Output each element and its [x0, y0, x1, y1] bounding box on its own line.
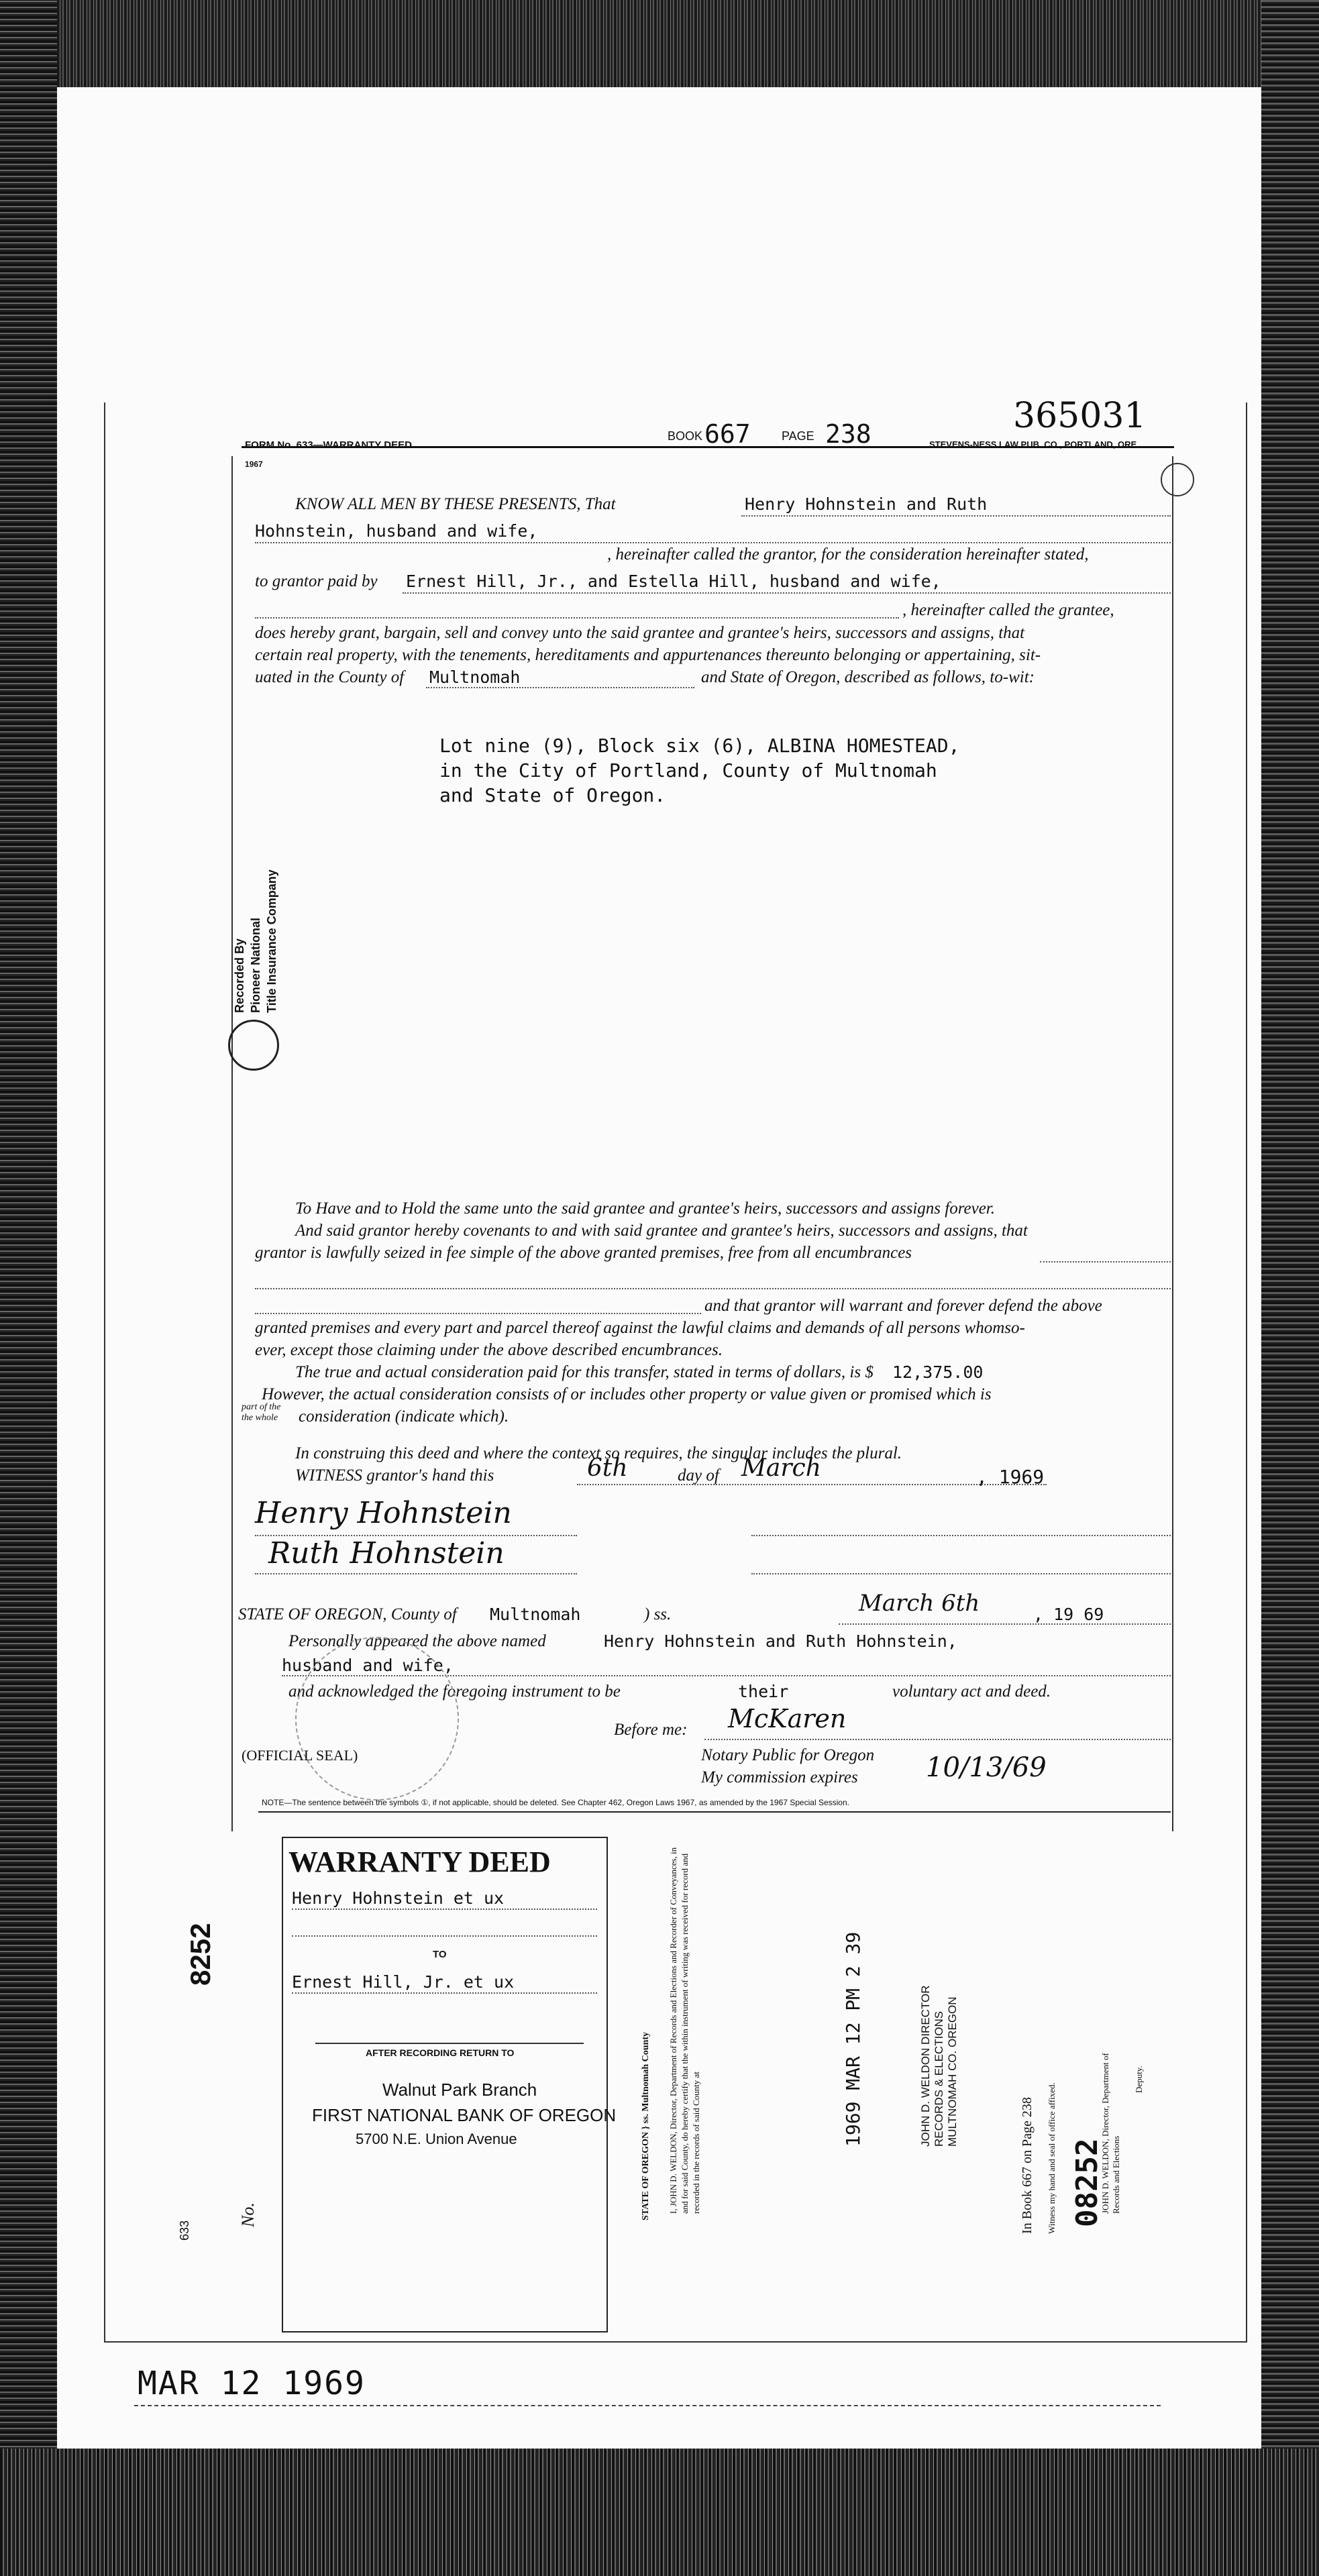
ack-names: Henry Hohnstein and Ruth Hohnstein,: [604, 1631, 957, 1651]
filing-date-stamp: MAR 12 1969: [138, 2365, 366, 2402]
bottom-rule: [134, 2405, 1161, 2406]
know-all-men: KNOW ALL MEN BY THESE PRESENTS, That: [295, 495, 616, 513]
stamp-line-1: Recorded By: [233, 938, 246, 1013]
ack-rule: [258, 1811, 1171, 1813]
form-number: FORM No. 633—WARRANTY DEED.: [245, 439, 415, 451]
witness-day: 6th: [587, 1454, 628, 1482]
ack-year: , 19 69: [1033, 1605, 1104, 1624]
county-prefix: uated in the County of: [255, 668, 405, 686]
signature-line: [751, 1535, 1171, 1536]
fill-line: [292, 1935, 597, 1937]
fill-line: [577, 1484, 1047, 1485]
ack-voluntary: voluntary act and deed.: [892, 1682, 1051, 1701]
recorder-stamp: JOHN D. WELDON DIRECTOR RECORDS & ELECTIONS MULTNOMAH CO. OREGON: [919, 1985, 959, 2147]
commission-date: 10/13/69: [926, 1752, 1047, 1783]
grantor-signature-1: Henry Hohnstein: [255, 1496, 512, 1530]
consideration-however: However, the actual consideration consists of or includes other property or value given or promised which is: [262, 1385, 992, 1403]
deletion-note: NOTE—The sentence between the symbols ①, if not applicable, should be deleted. See Chapter 462, Oregon Laws 1967, as amended by the 1967 Special Session.: [262, 1798, 849, 1807]
fill-line: [255, 1288, 1171, 1289]
grant-clause-2: certain real property, with the tenements, hereditaments and appurtenances thereunto belonging or appertaining, sit-: [255, 646, 1041, 664]
habendum: To Have and to Hold the same unto the said grantee and grantee's heirs, successors and assigns forever.: [295, 1199, 996, 1218]
notary-signature: McKaren: [728, 1704, 847, 1733]
witness-prefix: WITNESS grantor's hand this: [295, 1466, 494, 1485]
grantee-names: Ernest Hill, Jr., and Estella Hill, husband and wife,: [406, 572, 941, 591]
title-company-logo-icon: [228, 1020, 279, 1071]
book-number: 667: [704, 419, 751, 449]
consideration-prefix: The true and actual consideration paid for this transfer, stated in terms of dollars, is $: [295, 1363, 874, 1381]
recording-number: 08252: [1070, 2138, 1104, 2227]
recording-time-stamp: 1969 MAR 12 PM 2 39: [842, 1931, 864, 2147]
recording-to: Ernest Hill, Jr. et ux: [292, 1972, 515, 1992]
stamp-line-3: Title Insurance Company: [265, 869, 278, 1013]
fill-line: [292, 1909, 597, 1910]
document-number: 365031: [1013, 396, 1147, 436]
recording-director: JOHN D. WELDON, Director, Department of Records and Elections: [1100, 2053, 1121, 2214]
covenant-5: ever, except those claiming under the above described encumbrances.: [255, 1341, 723, 1359]
witness-day-of: day of: [678, 1466, 719, 1485]
signature-line: [255, 1573, 577, 1574]
recording-witness: Witness my hand and seal of office affixed.: [1047, 2082, 1057, 2234]
form-small: 633: [178, 2220, 191, 2241]
hereinafter-grantee: , hereinafter called the grantee,: [902, 601, 1114, 619]
notary-seal-icon: [295, 1637, 459, 1801]
covenant-4: granted premises and every part and parcel thereof against the lawful claims and demands of all persons whomso-: [255, 1319, 1025, 1337]
return-rule: [315, 2043, 584, 2044]
recording-title: WARRANTY DEED: [288, 1845, 551, 1878]
fill-line: [255, 617, 899, 619]
grantor-line-1: Henry Hohnstein and Ruth: [745, 494, 988, 514]
hereinafter-grantor: , hereinafter called the grantor, for the consideration hereinafter stated,: [607, 545, 1089, 564]
commission-label: My commission expires: [701, 1768, 858, 1786]
clerk-state: STATE OF OREGON } ss. Multnomah County: [641, 2031, 651, 2220]
fill-line: [1040, 1261, 1171, 1263]
witness-year: , 1969: [976, 1466, 1045, 1488]
return-label: AFTER RECORDING RETURN TO: [366, 2047, 515, 2058]
ack-county: Multnomah: [490, 1605, 581, 1624]
form-year: 1967: [245, 460, 263, 469]
before-me: Before me:: [614, 1721, 688, 1739]
legal-desc-1: Lot nine (9), Block six (6), ALBINA HOMESTEAD,: [439, 735, 960, 757]
ack-ss: ) ss.: [644, 1605, 672, 1623]
consideration-indicate: consideration (indicate which).: [299, 1407, 509, 1426]
consideration-note-1: part of the: [242, 1402, 281, 1412]
scan-border-bottom: [0, 2449, 1319, 2576]
legal-desc-3: and State of Oregon.: [439, 784, 666, 806]
paid-by-label: to grantor paid by: [255, 572, 378, 590]
page-number: 238: [825, 419, 872, 449]
signature-line: [255, 1535, 577, 1536]
ack-personally: Personally appeared the above named: [288, 1632, 546, 1650]
fill-line: [839, 1623, 1171, 1625]
recording-book-page: In Book 667 on Page 238: [1020, 2097, 1035, 2234]
fill-line: [704, 1739, 1171, 1740]
fill-line: [426, 687, 694, 688]
return-address: 5700 N.E. Union Avenue: [356, 2131, 517, 2147]
construing-clause: In construing this deed and where the context so requires, the singular includes the plural.: [295, 1444, 902, 1462]
grant-clause-1: does hereby grant, bargain, sell and convey unto the said grantee and grantee's heirs, successors and assigns, that: [255, 624, 1025, 642]
covenant-2: grantor is lawfully seized in fee simple of the above granted premises, free from all encumbrances: [255, 1244, 912, 1262]
fill-line: [292, 1992, 597, 1994]
recording-no-label: No.: [238, 2202, 258, 2227]
consideration-amount: 12,375.00: [892, 1362, 984, 1382]
return-bank: FIRST NATIONAL BANK OF OREGON: [312, 2105, 617, 2125]
county-name: Multnomah: [429, 667, 521, 687]
recording-to-label: TO: [433, 1949, 447, 1960]
ack-state: STATE OF OREGON, County of: [238, 1605, 457, 1623]
covenant-1: And said grantor hereby covenants to and with said grantee and grantee's heirs, successors and assigns, that: [295, 1222, 1028, 1240]
ack-their: their: [738, 1682, 789, 1701]
scan-border-top: [0, 0, 1319, 87]
book-label: BOOK: [668, 429, 703, 443]
notary-title: Notary Public for Oregon: [701, 1746, 875, 1764]
scan-border-left: [0, 0, 57, 2576]
fill-line: [741, 515, 1171, 517]
witness-month: March: [741, 1454, 821, 1482]
file-number: 8252: [184, 1923, 216, 1986]
fill-line: [255, 1313, 701, 1314]
page-label: PAGE: [782, 429, 814, 443]
ack-date: March 6th: [859, 1590, 980, 1617]
official-seal: (OFFICIAL SEAL): [242, 1747, 358, 1764]
printer-name: STEVENS-NESS LAW PUB. CO., PORTLAND, ORE.: [929, 439, 1139, 449]
ack-acknowledged: and acknowledged the foregoing instrument to be: [288, 1682, 621, 1701]
recording-deputy: Deputy.: [1134, 2065, 1144, 2093]
county-suffix: and State of Oregon, described as follows, to-wit:: [701, 668, 1035, 686]
clerk-certificate: I, JOHN D. WELDON, Director, Department of Records and Elections and Recorder of Conveyances, in and for said County, do hereby certify that the within instrument of writing was received for record and recorded in the records of said County at: [668, 1847, 701, 2214]
grantor-line-2: Hohnstein, husband and wife,: [255, 521, 538, 541]
legal-desc-2: in the City of Portland, County of Multnomah: [439, 759, 937, 782]
fill-line: [403, 592, 1171, 594]
ack-names-2: husband and wife,: [282, 1656, 454, 1675]
ssn-seal-icon: [1161, 463, 1194, 496]
consideration-note-2: the whole: [242, 1413, 278, 1423]
signature-line: [751, 1573, 1171, 1574]
scan-border-right: [1261, 0, 1319, 2576]
covenant-3: and that grantor will warrant and forever defend the above: [704, 1297, 1102, 1315]
recording-from: Henry Hohnstein et ux: [292, 1888, 505, 1908]
return-branch: Walnut Park Branch: [382, 2080, 537, 2100]
grantor-signature-2: Ruth Hohnstein: [268, 1536, 505, 1570]
stamp-line-2: Pioneer National: [249, 917, 262, 1013]
